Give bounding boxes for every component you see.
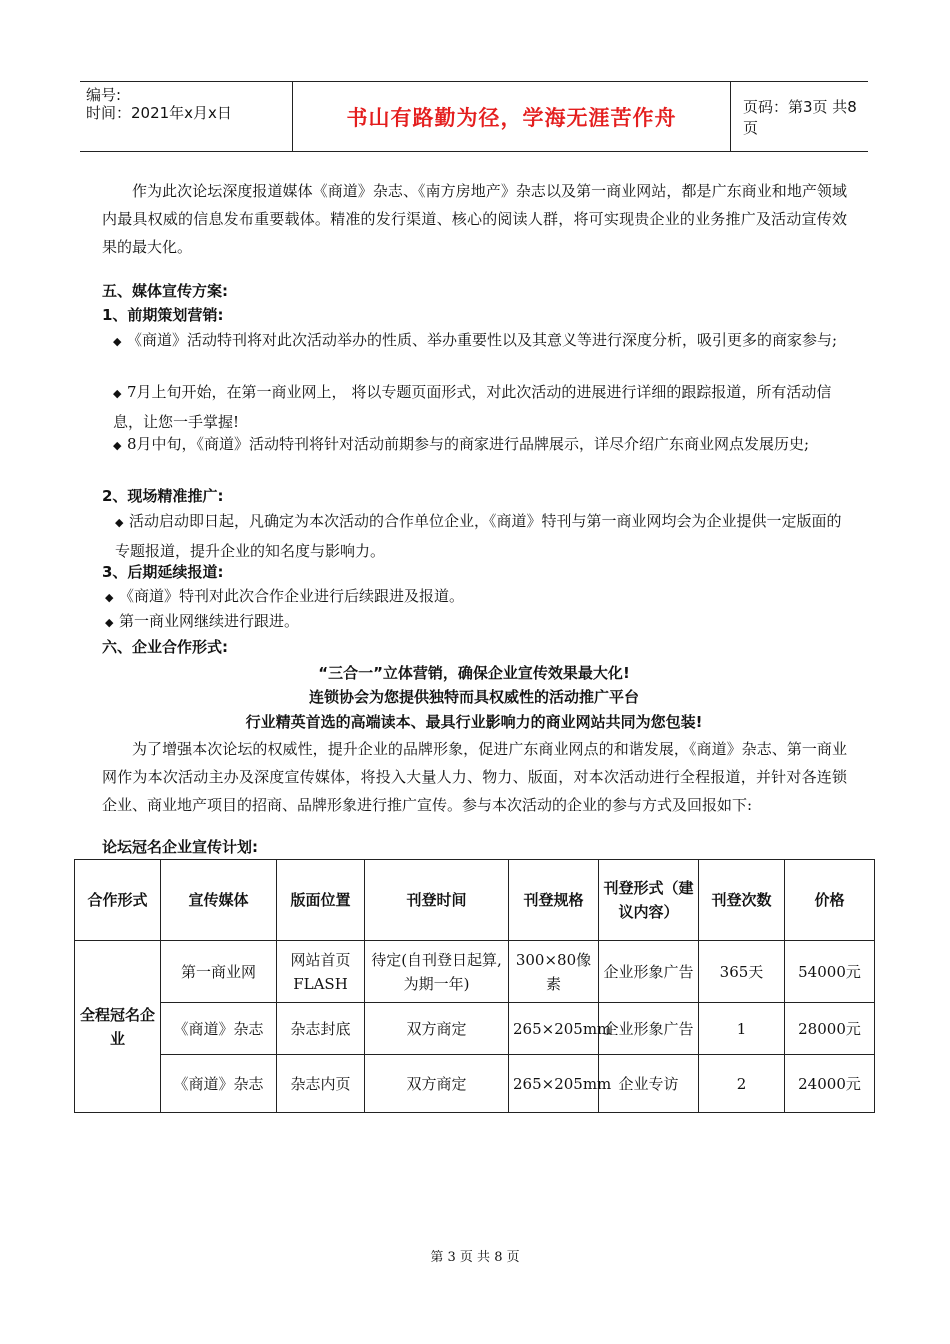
table-row — [75, 1003, 875, 1055]
table-cell: 企业形象广告 — [599, 941, 699, 1003]
table-cell: 杂志封底 — [277, 1003, 365, 1055]
intro-paragraph: 作为此次论坛深度报道媒体《商道》杂志、《南方房地产》杂志以及第一商业网站，都是广东商业和地产领域内最具权威的信息发布重要载体。精准的发行渠道、核心的阅读人群，将可实现贵企业的业务推广及活动宣传效果的最大化。 — [102, 182, 847, 256]
table-cell: 365天 — [699, 941, 785, 1003]
table-cell: 300×80像素 — [509, 941, 599, 1003]
bullet-text: 《商道》特刊对此次合作企业进行后续跟进及报道。 — [119, 587, 465, 605]
table-cell: 24000元 — [785, 1055, 875, 1113]
table-header-row — [75, 860, 875, 941]
bullet-text: 活动启动即日起，凡确定为本次活动的合作单位企业，《商道》特刊与第一商业网均会为企业提供一定版面的专题报道，提升企业的知名度与影响力。 — [115, 512, 842, 560]
section5-sub3-title: 3、后期延续报道: — [102, 563, 224, 581]
time-label: 时间：2021年x月x日 — [86, 104, 232, 122]
slogan-line: “三合一”立体营销，确保企业宣传效果最大化! — [318, 664, 630, 682]
table-cell: 第一商业网 — [161, 941, 277, 1003]
table-row — [75, 1055, 875, 1113]
section5-title: 五、媒体宣传方案: — [102, 282, 228, 300]
diamond-bullet-icon: ◆ — [105, 591, 114, 604]
bullet-item — [113, 430, 853, 460]
bullet-item — [115, 507, 855, 565]
bullet-text: 第一商业网继续进行跟进。 — [119, 612, 300, 630]
diamond-bullet-icon: ◆ — [113, 387, 122, 400]
table-cell: 企业专访 — [599, 1055, 699, 1113]
table-cell: 网站首页FLASH — [277, 941, 365, 1003]
column-header: 合作形式 — [75, 860, 161, 941]
section5-sub2-title: 2、现场精准推广: — [102, 487, 224, 505]
column-header: 刊登时间 — [365, 860, 509, 941]
table-cell: 265×205mm — [509, 1055, 599, 1113]
header-page-info: 页码：第3页 共8页 — [743, 97, 857, 137]
table-cell: 双方商定 — [365, 1003, 509, 1055]
section6-title: 六、企业合作形式: — [102, 638, 228, 656]
table-cell: 杂志内页 — [277, 1055, 365, 1113]
page-footer: 第 3 页 共 8 页 — [430, 1250, 520, 1265]
table-cell: 54000元 — [785, 941, 875, 1003]
header-meta — [80, 82, 292, 151]
table-cell: 28000元 — [785, 1003, 875, 1055]
column-header: 刊登形式（建议内容） — [599, 860, 699, 941]
column-header: 刊登次数 — [699, 860, 785, 941]
plan-title: 论坛冠名企业宣传计划: — [102, 838, 258, 856]
bullet-text: 7月上旬开始，在第一商业网上， 将以专题页面形式，对此次活动的进展进行详细的跟踪报道，所有活动信息，让您一手掌握! — [113, 383, 832, 431]
table-cell: 《商道》杂志 — [161, 1003, 277, 1055]
table-cell: 企业形象广告 — [599, 1003, 699, 1055]
table-cell: 265×205mm — [509, 1003, 599, 1055]
table-cell: 双方商定 — [365, 1055, 509, 1113]
bullet-item — [113, 326, 853, 356]
diamond-bullet-icon: ◆ — [115, 516, 124, 529]
table-cell: 2 — [699, 1055, 785, 1113]
bullet-text: 《商道》活动特刊将对此次活动举办的性质、举办重要性以及其意义等进行深度分析，吸引更多的商家参与; — [127, 331, 838, 349]
diamond-bullet-icon: ◆ — [105, 616, 114, 629]
column-header: 宣传媒体 — [161, 860, 277, 941]
column-header: 刊登规格 — [509, 860, 599, 941]
table-cell: 待定(自刊登日起算,为期一年) — [365, 941, 509, 1003]
table-cell: 《商道》杂志 — [161, 1055, 277, 1113]
diamond-bullet-icon: ◆ — [113, 439, 122, 452]
page-header — [80, 81, 868, 152]
plan-table — [74, 859, 875, 1113]
section5-sub1-title: 1、前期策划营销: — [102, 306, 224, 324]
header-motto: 书山有路勤为径，学海无涯苦作舟 — [292, 82, 731, 151]
table-cell: 1 — [699, 1003, 785, 1055]
section6-paragraph: 为了增强本次论坛的权威性，提升企业的品牌形象，促进广东商业网点的和谐发展，《商道》杂志、第一商业网作为本次活动主办及深度宣传媒体，将投入大量人力、物力、版面，对本次活动进行全程报道，并针对各连锁企业、商业地产项目的招商、品牌形象进行推广宣传。参与本次活动的企业的参与方式及回报如下: — [102, 740, 847, 814]
slogan-line: 行业精英首选的高端读本、最具行业影响力的商业网站共同为您包装! — [245, 713, 703, 731]
slogan-line: 连锁协会为您提供独特而具权威性的活动推广平台 — [308, 688, 639, 706]
number-label: 编号: — [86, 86, 122, 104]
table-row — [75, 941, 875, 1003]
column-header: 价格 — [785, 860, 875, 941]
diamond-bullet-icon: ◆ — [113, 335, 122, 348]
bullet-text: 8月中旬，《商道》活动特刊将针对活动前期参与的商家进行品牌展示，详尽介绍广东商业网点发展历史; — [127, 435, 810, 453]
bullet-item — [113, 378, 853, 436]
group-label: 全程冠名企业 — [75, 941, 161, 1113]
column-header: 版面位置 — [277, 860, 365, 941]
